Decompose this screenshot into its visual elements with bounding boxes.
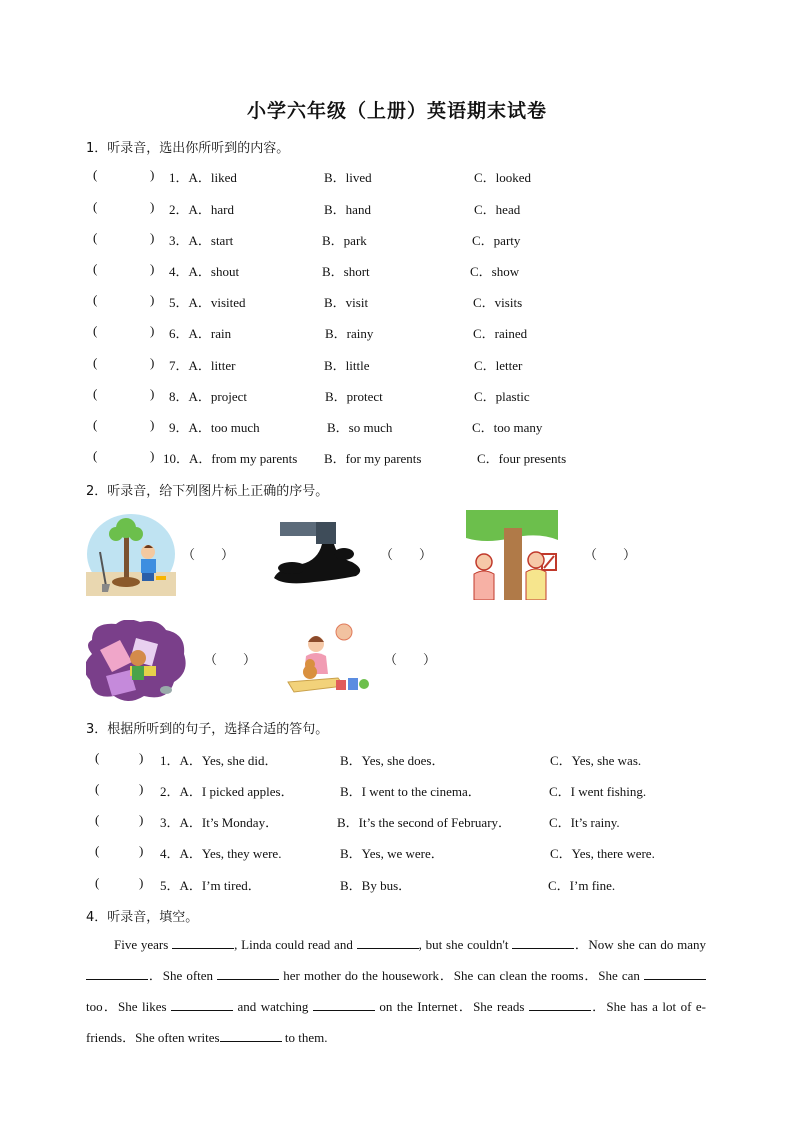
option-c: C．looked bbox=[474, 170, 532, 185]
paragraph-text: too．She likes bbox=[86, 999, 172, 1014]
planting-tree-picture bbox=[86, 512, 176, 596]
answer-paren-close: ) bbox=[150, 230, 155, 245]
answer-paren-close: ) bbox=[139, 875, 144, 890]
paragraph-text: and watching bbox=[233, 999, 313, 1014]
response-question-row bbox=[0, 781, 794, 801]
picture-3-answer-blank[interactable]: （ ） bbox=[584, 547, 637, 562]
picture-1-answer-blank[interactable]: （ ） bbox=[182, 547, 235, 562]
option-b: B．I went to the cinema． bbox=[340, 784, 481, 799]
blank-3[interactable] bbox=[512, 936, 574, 949]
answer-paren-open[interactable]: ( bbox=[95, 781, 100, 796]
option-a: 10．A．from my parents bbox=[163, 451, 298, 466]
option-b: B．park bbox=[322, 233, 367, 248]
answer-paren-close: ) bbox=[150, 448, 155, 463]
option-a: 8．A．project bbox=[169, 389, 247, 404]
answer-paren-open[interactable]: ( bbox=[93, 261, 98, 276]
answer-paren-open[interactable]: ( bbox=[93, 355, 98, 370]
paragraph-text: ．She often bbox=[148, 968, 218, 983]
paragraph-text: Five years bbox=[114, 937, 173, 952]
option-b: B．Yes, she does． bbox=[340, 753, 445, 768]
option-a: 1．A．Yes, she did． bbox=[160, 753, 278, 768]
option-c: C．too many bbox=[472, 420, 543, 435]
listening-question-row bbox=[0, 292, 794, 312]
answer-paren-open[interactable]: ( bbox=[95, 750, 100, 765]
option-b: B．lived bbox=[324, 170, 372, 185]
blank-8[interactable] bbox=[313, 998, 375, 1011]
answer-paren-close: ) bbox=[139, 781, 144, 796]
blank-1[interactable] bbox=[172, 936, 234, 949]
option-c: C．I went fishing. bbox=[549, 784, 647, 799]
section-2-heading: 2．听录音，给下列图片标上正确的序号。 bbox=[86, 484, 329, 499]
option-a: 2．A．hard bbox=[169, 202, 234, 217]
option-b: B．for my parents bbox=[324, 451, 422, 466]
girl-with-toys-picture bbox=[286, 622, 372, 698]
listening-question-row bbox=[0, 230, 794, 250]
listening-question-row bbox=[0, 417, 794, 437]
paragraph-text: on the Internet．She reads bbox=[374, 999, 529, 1014]
option-b: B．little bbox=[324, 358, 370, 373]
answer-paren-close: ) bbox=[150, 261, 155, 276]
paragraph-text: , but she couldn't bbox=[418, 937, 513, 952]
paragraph-text: , Linda could read and bbox=[234, 937, 357, 952]
section-4-heading: 4．听录音，填空。 bbox=[86, 910, 199, 925]
option-b: B．Yes, we were． bbox=[340, 846, 444, 861]
answer-paren-open[interactable]: ( bbox=[93, 323, 98, 338]
blank-7[interactable] bbox=[171, 998, 233, 1011]
answer-paren-open[interactable]: ( bbox=[93, 448, 98, 463]
blank-4[interactable] bbox=[86, 967, 148, 980]
blank-10[interactable] bbox=[220, 1029, 282, 1042]
option-b: B．By bus． bbox=[340, 878, 412, 893]
answer-paren-open[interactable]: ( bbox=[95, 843, 100, 858]
option-c: C．rained bbox=[473, 326, 528, 341]
option-a: 7．A．litter bbox=[169, 358, 236, 373]
option-c: C．Yes, she was. bbox=[550, 753, 642, 768]
answer-paren-close: ) bbox=[150, 199, 155, 214]
paragraph-text: her mother do the housework．She can clean the rooms．She can bbox=[279, 968, 645, 983]
option-a: 2．A．I picked apples． bbox=[160, 784, 294, 799]
option-b: B．It’s the second of February． bbox=[337, 815, 512, 830]
option-c: C．I’m fine. bbox=[548, 878, 616, 893]
answer-paren-open[interactable]: ( bbox=[93, 417, 98, 432]
response-question-row bbox=[0, 843, 794, 863]
option-b: B．rainy bbox=[325, 326, 374, 341]
answer-paren-close: ) bbox=[150, 167, 155, 182]
listening-question-row bbox=[0, 448, 794, 468]
page-title: 小学六年级（上册）英语期末试卷 bbox=[246, 100, 547, 122]
paragraph-text: ．Now she can do many bbox=[574, 937, 707, 952]
picture-2-answer-blank[interactable]: （ ） bbox=[380, 547, 433, 562]
listening-question-row bbox=[0, 386, 794, 406]
picture-4-answer-blank[interactable]: （ ） bbox=[204, 652, 257, 667]
answer-paren-close: ) bbox=[150, 323, 155, 338]
picture-5-answer-blank[interactable]: （ ） bbox=[384, 652, 437, 667]
option-b: B．protect bbox=[325, 389, 383, 404]
option-a: 9．A．too much bbox=[169, 420, 260, 435]
blank-6[interactable] bbox=[644, 967, 706, 980]
tree-and-children-picture bbox=[466, 510, 558, 600]
option-c: C．letter bbox=[474, 358, 523, 373]
listening-question-row bbox=[0, 167, 794, 187]
fill-in-paragraph bbox=[86, 929, 706, 1053]
option-c: C．It’s rainy. bbox=[549, 815, 620, 830]
listening-question-row bbox=[0, 355, 794, 375]
section-1-heading: 1．听录音，选出你所听到的内容。 bbox=[86, 141, 290, 156]
option-a: 5．A．visited bbox=[169, 295, 246, 310]
response-question-row bbox=[0, 812, 794, 832]
response-question-row bbox=[0, 750, 794, 770]
answer-paren-open[interactable]: ( bbox=[93, 292, 98, 307]
answer-paren-close: ) bbox=[139, 812, 144, 827]
answer-paren-open[interactable]: ( bbox=[95, 812, 100, 827]
answer-paren-close: ) bbox=[139, 843, 144, 858]
boy-dreaming-picture bbox=[86, 620, 186, 704]
listening-question-row bbox=[0, 199, 794, 219]
response-question-row bbox=[0, 875, 794, 895]
answer-paren-open[interactable]: ( bbox=[93, 167, 98, 182]
option-a: 3．A．start bbox=[169, 233, 234, 248]
option-c: C．plastic bbox=[474, 389, 530, 404]
option-a: 6．A．rain bbox=[169, 326, 232, 341]
option-a: 1．A．liked bbox=[169, 170, 237, 185]
option-c: C．head bbox=[474, 202, 521, 217]
answer-paren-close: ) bbox=[150, 292, 155, 307]
option-c: C．Yes, there were. bbox=[550, 846, 655, 861]
option-b: B．visit bbox=[324, 295, 369, 310]
blank-2[interactable] bbox=[357, 936, 419, 949]
answer-paren-close: ) bbox=[150, 355, 155, 370]
option-c: C．visits bbox=[473, 295, 523, 310]
oil-pollution-picture bbox=[272, 518, 362, 586]
option-c: C．show bbox=[470, 264, 520, 279]
option-b: B．short bbox=[322, 264, 370, 279]
option-b: B．hand bbox=[324, 202, 371, 217]
section-3-heading: 3．根据所听到的句子，选择合适的答句。 bbox=[86, 722, 329, 737]
answer-paren-open[interactable]: ( bbox=[93, 386, 98, 401]
option-a: 3．A．It’s Monday． bbox=[160, 815, 279, 830]
answer-paren-open[interactable]: ( bbox=[93, 230, 98, 245]
option-a: 4．A．Yes, they were. bbox=[160, 846, 282, 861]
answer-paren-close: ) bbox=[139, 750, 144, 765]
answer-paren-close: ) bbox=[150, 417, 155, 432]
listening-question-row bbox=[0, 323, 794, 343]
paragraph-text: to them. bbox=[281, 1030, 328, 1045]
option-c: C．four presents bbox=[477, 451, 567, 466]
option-a: 4．A．shout bbox=[169, 264, 240, 279]
answer-paren-open[interactable]: ( bbox=[95, 875, 100, 890]
option-c: C．party bbox=[472, 233, 521, 248]
paragraph-text: ．She has a lot of e-friends．She often writes bbox=[86, 999, 707, 1045]
answer-paren-close: ) bbox=[150, 386, 155, 401]
option-a: 5．A．I’m tired． bbox=[160, 878, 261, 893]
blank-5[interactable] bbox=[217, 967, 279, 980]
blank-9[interactable] bbox=[529, 998, 591, 1011]
option-b: B．so much bbox=[327, 420, 393, 435]
answer-paren-open[interactable]: ( bbox=[93, 199, 98, 214]
listening-question-row bbox=[0, 261, 794, 281]
